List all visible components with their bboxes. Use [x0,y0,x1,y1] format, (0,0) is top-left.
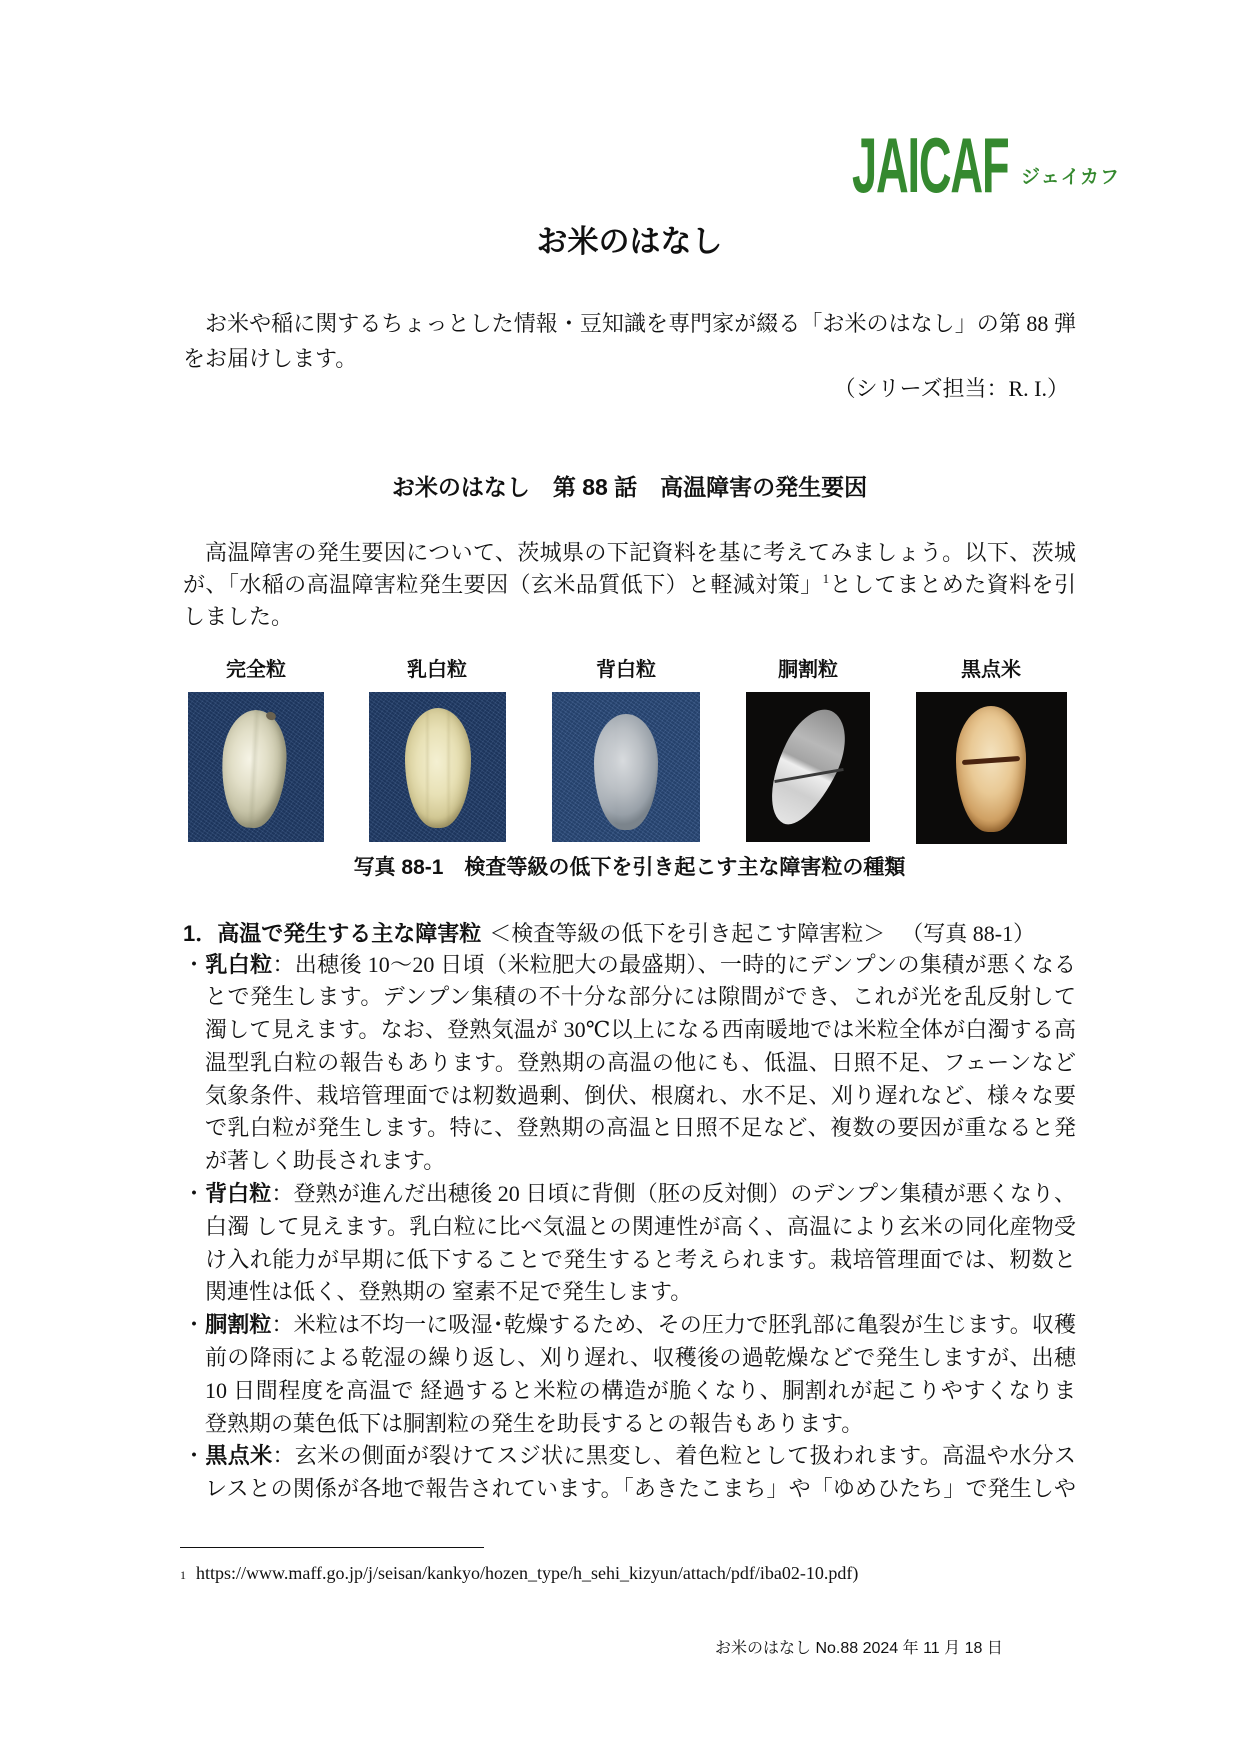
photo-label: 乳白粒 [407,659,467,681]
item-text: 出穂後 10～20 日頃（米粒肥大の最盛期）、一時的にデンプンの集積が悪くなる [294,951,1076,977]
photo-label: 完全粒 [226,659,286,681]
photo-label: 黒点米 [961,659,1021,681]
item-line [183,1440,1076,1473]
jaicaf-logo [852,121,1122,209]
rice-grain [405,708,471,828]
item-line [183,1309,1076,1342]
footnote-mark: 1 [180,1568,186,1582]
intro-line: をお届けします。 [183,346,358,371]
series-credit: （シリーズ担当：R. I.） [833,376,1069,401]
item-text: 登熟が進んだ出穂後 20 日頃に背側（胚の反対側）のデンプン集積が悪くなり、 [293,1181,1076,1207]
photo-milky-white-grain [369,692,506,842]
lead-text: が、「水稲の高温障害粒発生要因（玄米品質低下）と軽減対策」 [183,572,823,597]
item-line [183,1178,1076,1211]
logo-kana: ジェイカフ [1021,167,1121,188]
item-black-spot-grain [183,1440,1076,1506]
item-term: 黒点米 [205,1443,273,1469]
lead-text: としてまとめた資料を引 [829,572,1076,597]
photo-label: 胴割粒 [778,659,838,681]
item-separator: ： [271,1181,294,1207]
item-line: とで発生します。デンプン集積の不十分な部分には隙間ができ、これが光を乱反射して [205,984,1076,1010]
item-separator: ： [271,1312,294,1338]
photo-label: 背白粒 [596,659,656,681]
item-line: が著しく助長されます。 [205,1148,446,1174]
footnote-reference: 1 [822,571,830,586]
article-heading: お米のはなし 第 88 話 高温障害の発生要因 [391,474,868,500]
photo-white-back-grain [552,692,700,842]
bullet-mark: ・ [183,1312,206,1338]
item-line: 10 日間程度を高温で 経過すると米粒の構造が脆くなり、胴割れが起こりやすくなりま [205,1377,1076,1403]
footnote-divider [180,1547,484,1548]
item-cracked-grain [183,1309,1076,1440]
item-white-back-grain [183,1178,1076,1309]
item-line [183,949,1076,982]
bullet-mark: ・ [183,1181,206,1207]
item-line: で乳白粒が発生します。特に、登熟期の高温と日照不足など、複数の要因が重なると発 [205,1115,1076,1141]
item-text: 玄米の側面が裂けてスジ状に黒変し、着色粒として扱われます。高温や水分ス [294,1443,1076,1469]
lead-paragraph [183,537,1076,633]
item-line: 関連性は低く、登熟期の 窒素不足で発生します。 [205,1279,693,1305]
rice-grain [956,706,1026,832]
item-term: 胴割粒 [205,1312,272,1338]
defect-grain-list [183,949,1076,1507]
section-heading [183,917,1076,950]
item-separator: ： [272,951,295,977]
item-line: 前の降雨による乾湿の繰り返し、刈り遅れ、収穫後の過乾燥などで発生しますが、出穂 [205,1345,1076,1371]
photo-cracked-grain [746,692,870,842]
item-line: け入れ能力が早期に低下することで発生すると考えられます。栽培管理面では、籾数と [205,1246,1076,1272]
section-subtitle: ＜検査等級の低下を引き起こす障害粒＞ [489,921,886,946]
item-term: 乳白粒 [205,951,273,977]
photo-caption: 写真 88-1 検査等級の低下を引き起こす主な障害粒の種類 [353,856,906,879]
section-photo-ref: （写真 88-1） [901,921,1036,946]
intro-line: お米や稲に関するちょっとした情報・豆知識を専門家が綴る「お米のはなし」の第 88 弾 [205,311,1076,336]
item-line: 白濁 して見えます。乳白粒に比べ気温との関連性が高く、高温により玄米の同化産物受 [205,1213,1076,1239]
lead-line [183,569,1076,601]
lead-line: 高温障害の発生要因について、茨城県の下記資料を基に考えてみましょう。以下、茨城 [205,540,1076,565]
lead-line: しました。 [183,604,294,629]
item-line: 温型乳白粒の報告もあります。登熟期の高温の他にも、低温、日照不足、フェーンなど [205,1049,1076,1075]
item-milky-white-grain [183,949,1076,1179]
item-separator: ： [272,1443,295,1469]
section-title: 高温で発生する主な障害粒 [217,921,482,946]
rice-grain [594,714,658,830]
bullet-mark: ・ [183,951,206,977]
rice-grain [754,699,860,834]
bullet-mark: ・ [183,1443,206,1469]
page-footer: お米のはなし No.88 2024 年 11 月 18 日 [715,1640,1003,1657]
intro-paragraph [183,306,1076,376]
photo-black-spot-grain [916,692,1067,844]
section-number: 1． [183,921,218,946]
item-line: レスとの関係が各地で報告されています。「あきたこまち」や「ゆめひたち」で発生しや [205,1476,1076,1502]
photo-whole-grain [188,692,324,842]
page-title: お米のはなし [536,224,723,259]
item-line: 登熟期の葉色低下は胴割粒の発生を助長するとの報告もあります。 [205,1410,864,1436]
rice-grain [219,708,289,829]
item-term: 背白粒 [205,1181,272,1207]
footnote-url[interactable]: https://www.maff.go.jp/j/seisan/kankyo/hozen_type/h_sehi_kizyun/attach/pdf/iba02-10.pdf) [196,1563,859,1583]
item-text: 米粒は不均一に吸湿･乾燥するため、その圧力で胚乳部に亀裂が生じます。収穫 [293,1312,1076,1338]
logo-wordmark: JAICAF [852,121,1009,209]
footnote [180,1561,1080,1585]
item-line: 濁して見えます。なお、登熟気温が 30℃以上になる西南暖地では米粒全体が白濁する高 [205,1017,1076,1043]
item-line: 気象条件、栽培管理面では籾数過剰、倒伏、根腐れ、水不足、刈り遅れなど、様々な要 [205,1082,1076,1108]
